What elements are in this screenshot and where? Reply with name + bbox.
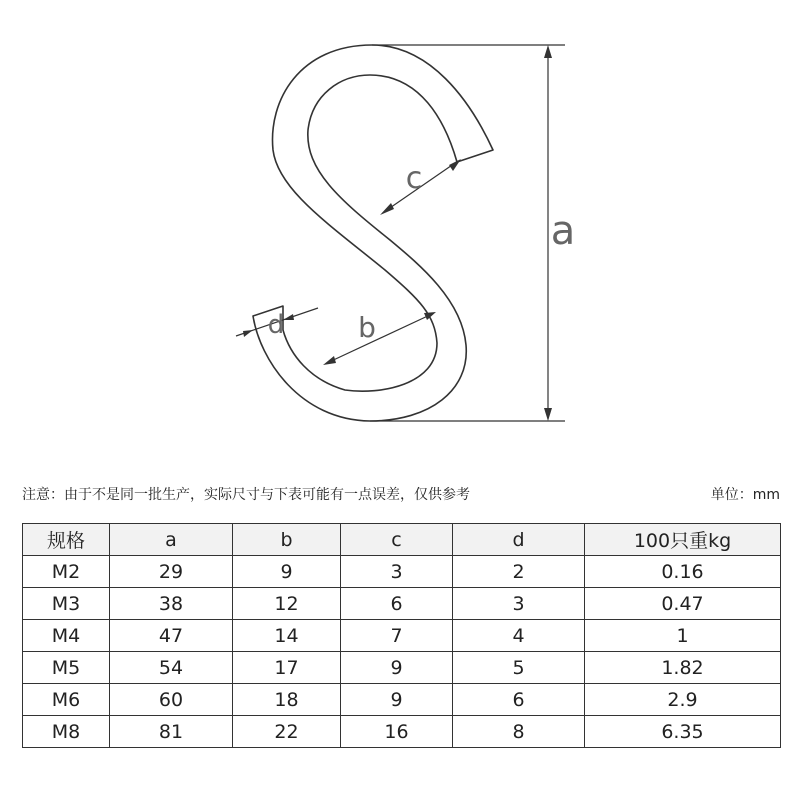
cell-c: 16 [341, 716, 453, 748]
cell-c: 3 [341, 556, 453, 588]
arrow-a-top [544, 45, 552, 58]
header-weight: 100只重kg [585, 524, 781, 556]
cell-d: 8 [453, 716, 585, 748]
cell-b: 17 [233, 652, 341, 684]
s-hook-outline [253, 45, 493, 421]
arrow-b-start [323, 356, 336, 365]
cell-weight: 6.35 [585, 716, 781, 748]
arrow-d-left [243, 330, 253, 337]
dim-b-line [327, 314, 432, 363]
cell-d: 2 [453, 556, 585, 588]
cell-a: 81 [110, 716, 233, 748]
table-row [23, 716, 781, 748]
cell-a: 38 [110, 588, 233, 620]
cell-c: 6 [341, 588, 453, 620]
cell-b: 14 [233, 620, 341, 652]
cell-b: 9 [233, 556, 341, 588]
cell-spec: M5 [23, 652, 110, 684]
cell-weight: 1 [585, 620, 781, 652]
cell-a: 29 [110, 556, 233, 588]
cell-b: 22 [233, 716, 341, 748]
table-header-row [23, 524, 781, 556]
cell-spec: M4 [23, 620, 110, 652]
header-b: b [233, 524, 341, 556]
cell-weight: 0.16 [585, 556, 781, 588]
cell-weight: 2.9 [585, 684, 781, 716]
spec-table [22, 523, 781, 748]
table-row [23, 652, 781, 684]
dim-c-label: c [405, 161, 423, 196]
disclaimer-note: 注意：由于不是同一批生产，实际尺寸与下表可能有一点误差，仅供参考 [22, 487, 470, 503]
cell-spec: M8 [23, 716, 110, 748]
cell-spec: M3 [23, 588, 110, 620]
cell-a: 54 [110, 652, 233, 684]
note-row [0, 480, 800, 508]
table-row [23, 588, 781, 620]
cell-d: 5 [453, 652, 585, 684]
cell-d: 6 [453, 684, 585, 716]
cell-d: 4 [453, 620, 585, 652]
cell-c: 9 [341, 684, 453, 716]
arrow-c-end [449, 159, 461, 171]
header-a: a [110, 524, 233, 556]
table-row [23, 556, 781, 588]
cell-b: 18 [233, 684, 341, 716]
cell-weight: 1.82 [585, 652, 781, 684]
arrow-a-bottom [544, 408, 552, 421]
arrow-c-start [380, 203, 394, 215]
dim-b-label: b [358, 311, 376, 344]
table-row [23, 620, 781, 652]
cell-a: 60 [110, 684, 233, 716]
cell-d: 3 [453, 588, 585, 620]
header-spec: 规格 [23, 524, 110, 556]
dim-d-label: d [267, 310, 285, 340]
cell-weight: 0.47 [585, 588, 781, 620]
cell-c: 7 [341, 620, 453, 652]
header-c: c [341, 524, 453, 556]
header-d: d [453, 524, 585, 556]
unit-label: 单位：mm [710, 487, 780, 503]
arrow-d-right [283, 314, 294, 320]
cell-b: 12 [233, 588, 341, 620]
cell-c: 9 [341, 652, 453, 684]
cell-a: 47 [110, 620, 233, 652]
cell-spec: M6 [23, 684, 110, 716]
table-row [23, 684, 781, 716]
cell-spec: M2 [23, 556, 110, 588]
dim-a-label: a [550, 208, 576, 254]
